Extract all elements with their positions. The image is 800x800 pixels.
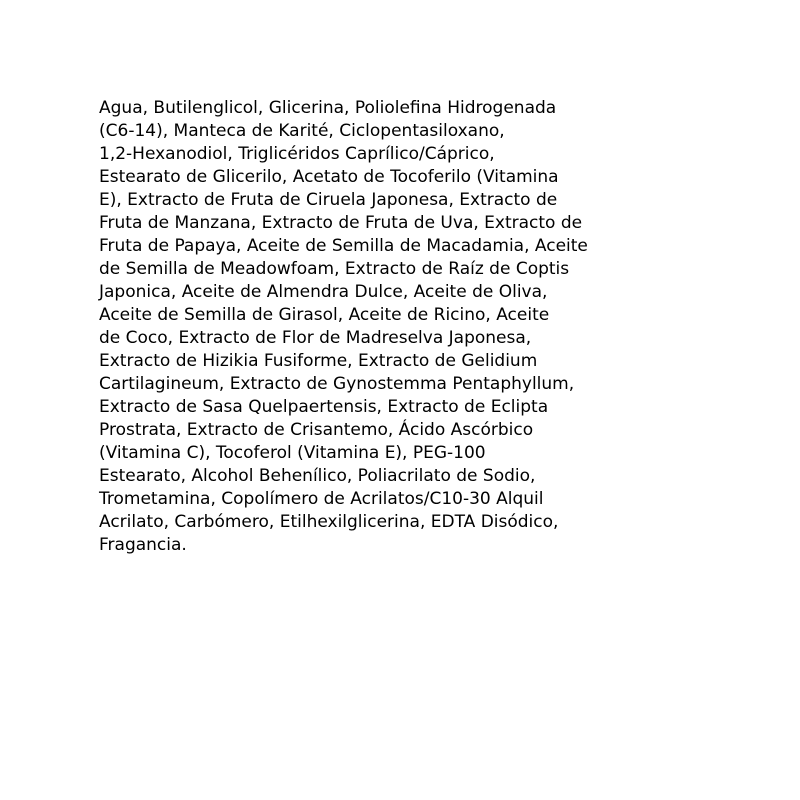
ingredients-line-9: Japonica, Aceite de Almendra Dulce, Aceite de Oliva, xyxy=(99,282,548,302)
ingredients-line-11: de Coco, Extracto de Flor de Madreselva Japonesa, xyxy=(99,328,532,348)
ingredients-line-12: Extracto de Hizikia Fusiforme, Extracto de Gelidium xyxy=(99,351,538,371)
ingredients-line-14: Extracto de Sasa Quelpaertensis, Extracto de Eclipta xyxy=(99,397,549,417)
ingredients-line-7: Fruta de Papaya, Aceite de Semilla de Macadamia, Aceite xyxy=(99,236,588,256)
ingredients-line-10: Aceite de Semilla de Girasol, Aceite de Ricino, Aceite xyxy=(99,305,550,325)
ingredients-line-18: Trometamina, Copolímero de Acrilatos/C10-30 Alquil xyxy=(99,489,544,509)
ingredients-line-5: E), Extracto de Fruta de Ciruela Japonesa, Extracto de xyxy=(99,190,558,210)
ingredients-line-1: Agua, Butilenglicol, Glicerina, Poliolefina Hidrogenada xyxy=(99,98,557,118)
ingredients-line-15: Prostrata, Extracto de Crisantemo, Ácido Ascórbico xyxy=(99,420,534,440)
ingredients-paragraph xyxy=(99,97,739,557)
ingredients-line-17: Estearato, Alcohol Behenílico, Poliacrilato de Sodio, xyxy=(99,466,536,486)
ingredients-line-13: Cartilagineum, Extracto de Gynostemma Pentaphyllum, xyxy=(99,374,575,394)
ingredients-line-2: (C6-14), Manteca de Karité, Ciclopentasiloxano, xyxy=(99,121,505,141)
ingredients-line-20: Fragancia. xyxy=(99,535,187,555)
ingredients-line-6: Fruta de Manzana, Extracto de Fruta de Uva, Extracto de xyxy=(99,213,583,233)
ingredients-line-8: de Semilla de Meadowfoam, Extracto de Raíz de Coptis xyxy=(99,259,570,279)
ingredients-line-4: Estearato de Glicerilo, Acetato de Tocoferilo (Vitamina xyxy=(99,167,559,187)
ingredients-line-3: 1,2-Hexanodiol, Triglicéridos Caprílico/Cáprico, xyxy=(99,144,495,164)
ingredients-line-16: (Vitamina C), Tocoferol (Vitamina E), PEG-100 xyxy=(99,443,486,463)
ingredients-line-19: Acrilato, Carbómero, Etilhexilglicerina, EDTA Disódico, xyxy=(99,512,559,532)
